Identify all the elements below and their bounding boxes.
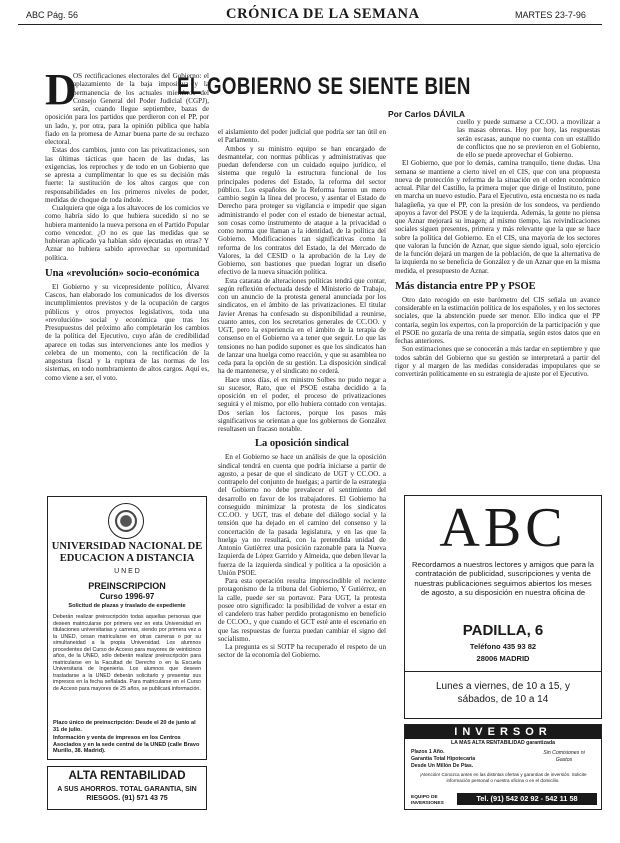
paragraph: Hace unos días, el ex ministro Solbes no pudo negar a su sucesor, Rato, que el PSOE estaba decidido a la oposición en el poder, el proceso de privatizaciones seguirá y el mismo, por ello hubiera contado con ventajas. Dos serían los factores, porque los pasos más significativos se orientan a que los gobiernos de González resultasen un fracaso notable. <box>218 375 386 433</box>
alta-rentabilidad-advert[interactable] <box>47 766 207 810</box>
inversor-subtitle: LA MAS ALTA RENTABILIDAD garantizada <box>450 740 556 746</box>
paragraph: Cualquiera que oiga a los altavoces de los comicios ve como habría sido lo que hubiera sucedido si no se hubiera mantenido la nueva persona en el Partido Popular como vencedor. ¿O no es que las medidas que se hubieran aplicado ya habían sido ejecutadas en otras? Y Aznar no hubiera sabido aprovechar su oportunidad política. <box>45 204 209 262</box>
paragraph: Ambos y su ministro equipo se han encargado de desmantelar, con normas públicas y administrativas que puedan defenderse con un cuidado equipo jurídico, el sistema que reguló la estructura funcional de los principales poderes del Estado, la reforma del sector público. Los españoles de la Reforma fueron un mero cambio según la línea del proceso, y asentar el Estado de Derecho para proteger su vigilancia e impedir que sigan administrando el poder con el estado de bienestar actual, son cosas como instrumento de ataque a la privacidad o como norma que llaman a la identidad, de la política del Gobierno. Modificaciones tan significativas como la reforma de los contratos del Estado, la del Mercado de Valores, la del CESID o la aprobación de la Ley de Gobierno, son bastiones que puedan lograr un diseño efectivo de la nueva situación política. <box>218 144 386 277</box>
abc-notice: Recordamos a nuestros lectores y amigos que para la contratación de publicidad, suscripciones y venta de nuestras publicaciones seguimos abiertos los meses de agosto, a su disposición en nuestra oficina de <box>412 560 594 597</box>
byline: Por Carlos DÁVILA <box>388 109 465 119</box>
inversor-title: INVERSOR <box>405 725 601 739</box>
uned-acronym: U N E D <box>114 568 140 575</box>
abc-advert[interactable] <box>404 495 602 719</box>
inversor-row: Desde Un Millón De Ptas. <box>411 763 474 769</box>
paragraph: OS rectificaciones electorales del Gobierno: el aplazamiento de la baja impositiva y la permanencia de los actuales miembros del Consejo General del Poder Judicial (CGPJ), serán, cuando llegue septiembre, bazas de oposición para los partidos que perdieron con el PP, por un lado, y, por otra, para la opinión pública que había fiado en la promesa de Aznar buena parte de su rechazo electoral. <box>45 72 209 146</box>
uned-advert[interactable] <box>47 496 207 760</box>
paragraph: La pregunta es si SOTP ha recuperado el respeto de un sector de la economía del Gobierno. <box>218 643 386 660</box>
uned-course: Curso 1996-97 <box>99 592 155 601</box>
uned-deadline: Plazo único de preinscripción: Desde el 20 de junio al 31 de julio. <box>53 720 196 733</box>
paragraph: El Gobierno, que por lo demás, camina tranquilo, tiene dudas. Una semana se mantiene a cierto nivel en el CIS, que con una propuesta nueva de protección y reforma de la situación en el orden económico actual. Pilar del Castillo, la primera mujer que dirige el Instituto, pone en marcha un nuevo estudio. Para el Ejecutivo, esta encuesta no es nada halagüeña, ya que el PP, con la presión de los sondeos, va perdiendo apoyos a favor del PSOE y de la izquierda. Además, la gente no piensa que Aznar mejorará su imagen; al mismo tiempo, las reivindicaciones sociales siguen presentes, primera y más relevante que la que se hace sobre la política del Gobierno. En el CIS, una mayoría de los sectores que valoran la función de Aznar, que sigue siendo igual, solo ejercicio de la función dejará un margen de la población, de que la alternativa de la izquierda no se beneficia de González y de un Aznar que en la misma medida, el presupuesto de Aznar. <box>395 159 600 275</box>
inversor-note: ¡Atención! Conozca antes en las distintas ofertas y garantías de inversión. Solicite información personal o nuestra oficina o en el domicilio. <box>419 772 587 783</box>
drop-cap: D <box>45 65 77 114</box>
alta-title: ALTA RENTABILIDAD <box>68 770 186 782</box>
paragraph: el aislamiento del poder judicial que podría ser tan útil en el Parlamento. <box>218 128 386 145</box>
inversor-row: Garantía Total Hipotecaria <box>411 756 476 762</box>
paragraph: El Gobierno y su vicepresidente político, Álvarez Cascos, han elaborado los comunicados de los diversos incumplimientos previstos y de la ocupación de cargos públicos y otros proyectos legislativos, toda una «revolución» social y económica que tras los Presupuestos del próximo año completarán los cambios de la política del Ejecutivo, cuyo afán de credibilidad aparece en todas sus intervenciones ante los medios y celebra de un momento, con la rectificación de la angostura fiscal y la ruptura de las normas de los sistemas, en todo nombramiento de altos cargos. Aquí es, como viene a ser, el voto. <box>45 282 209 382</box>
abc-street: PADILLA, 6 <box>462 622 544 639</box>
page-header <box>18 4 602 25</box>
paragraph: Para esta operación resulta imprescindible el reciente protagonismo de la tribuna del Gobierno, Y Gutiérrez, en la calle, puede ser su portavoz. Para UGT, la protesta posee otro significado: la posibilidad de volver a estar en el candelero tras haber perdido protagonismo en beneficio de CC.OO., y que cuando el GCT esté ante el escenario en que las respuestas de fuerza puedan cambiar el signo del socialismo. <box>218 577 386 643</box>
abc-logo: ABC <box>439 497 567 559</box>
alta-text: A SUS AHORROS. TOTAL GARANTIA, SIN RIESGOS. (91) 571 43 75 <box>57 786 197 802</box>
inversor-row: Plazos 1 Año. <box>411 749 445 755</box>
uned-request: Solicitud de plazas y traslado de expediente <box>68 603 186 609</box>
article-column-2 <box>218 128 386 840</box>
article-column-3 <box>395 72 600 494</box>
subheading: Una «revolución» socio-económica <box>45 267 200 279</box>
paragraph: Estas dos cambios, junto con las privatizaciones, son las últimas tácticas que hacen de las dudas, las exigencias, los reproches y de todo en un Gobierno que se apresta a cumplimentar lo que es su decisión más fuerte: la sustitución de los altos cargos que con responsabilidades en los primeros niveles de poder, medidas de choque de toda índole. <box>45 146 209 204</box>
inversor-right: Sin Comisiones ni Gastos <box>543 750 585 763</box>
uned-preinscription: PREINSCRIPCION <box>88 581 166 591</box>
page-number: ABC Pág. 56 <box>26 10 79 20</box>
subheading: La oposición sindical <box>255 438 349 450</box>
article-column-1 <box>45 65 209 474</box>
abc-city: 28006 MADRID <box>476 654 530 663</box>
abc-hours: Lunes a viernes, de 10 a 15, y sábados, de 10 a 14 <box>436 681 570 705</box>
uned-info: Información y venta de impresos en los Centros Asociados y en la sede central de la UNED (calle Bravo Murillo, 38. Madrid). <box>53 735 200 755</box>
paragraph: cuello y puede sumarse a CC.OO. a movilizar a las masas obreras. Hoy por hoy, las respuestas serán escasas, aunque no cuenta con un estallido de conflictos que no se previeron en el Gobierno, de ello se puede aprovechar el Gobierno. <box>457 118 600 159</box>
issue-date: MARTES 23-7-96 <box>515 10 586 20</box>
inversor-phone[interactable]: Tel. (91) 542 02 92 - 542 11 58 <box>457 793 597 805</box>
section-title: CRÓNICA DE LA SEMANA <box>226 6 420 22</box>
abc-divider <box>405 671 601 672</box>
headline: EL GOBIERNO SE SIENTE BIEN <box>177 73 471 100</box>
inversor-advert[interactable] <box>404 724 602 810</box>
uned-body: Deberán realizar preinscripción todas aquellas personas que deseen matricularse por primera vez en esta Universidad en titulaciones universitarias y carreras, siendo por primera vez a la UNED, cesan matricularse en otras carreras o por su simultaneidad a la propia Universidad. Los alumnos procedentes del Curso de Acceso para mayores de veinticinco años, de la UNED, sólo deberán realizar preinscripción para matricularse en la Facultad de Derecho o en la Escuela Universitaria de Ingeniería. Los alumnos que deseen trasladarse a la UNED deberán solicitarlo y presentar sus impresos en la fecha señalada. Para matricularse en el Curso de Acceso para mayores de 25 años, se publicará información. <box>53 614 201 692</box>
inversor-team: EQUIPO DE INVERSIONES <box>411 795 444 806</box>
uned-title: UNIVERSIDAD NACIONAL DE EDUCACION A DISTANCIA <box>51 541 203 564</box>
paragraph: Esta catarata de alteraciones políticas tendrá que contar, según reflexión efectuada desde el Ministerio de Trabajo, con un anuncio de la protesta general anunciada por los sindicatos, en el ámbito de las privatizaciones. El titular Javier Arenas ha confesado su disponibilidad a reunirse, cuanto antes, con los secretarios generales de CC.OO. y UGT, pero la experiencia en el ámbito de la terapia de consenso en el Gobierno va a tener que seguir. Lo que las tensiones no han podido suponer es que los sindicatos han de lanzar una huelga como reacción, y que su asamblea no ceda para la opción de su gestión. La disposición sindical ha de mantenerse, y el sindicato no cederá. <box>218 276 386 376</box>
paragraph: Son estimaciones que se conocerán a más tardar en septiembre y que todos sabrán del Gobierno que su gestión se interpretará a partir del rigor y al margen de las medidas consideradas impopulares que se convertirán políticamente en su estrategia de ajuste por el Ejecutivo. <box>395 345 600 378</box>
paragraph: Otro dato recogido en este barómetro del CIS señala un avance considerable en la estimación política de los españoles, y en los sectores sociales, que la abstención puede ser menor. Ello indica que el PP contaría, según los expertos, con la proporción de la participación y que el PSOE no gozaría de una renta de simpatía, según estos datos que en fechas anteriores. <box>395 295 600 345</box>
uned-seal-icon <box>108 503 144 539</box>
subheading: Más distancia entre PP y PSOE <box>395 280 536 292</box>
abc-phone: Teléfono 435 93 82 <box>469 642 537 651</box>
paragraph: En el Gobierno se hace un análisis de que la oposición sindical tendrá en cuenta que podría iniciarse a partir de agosto, a pesar de que el sindicato de UGT y CC.OO. a contrapelo del conjunto de huelgas; a partir de la estrategia del Gobierno no debe prevalecer el sentimiento del desarrollo en favor de los trabajadores. El Gobierno ha conseguido minimizar la protesta de los sindicatos CC.OO. y UGT, tras el debate del diálogo social y la tensión que ha dejado en el camino del consenso y la concertación de la pasada legislatura, y en las que la huelga ya no resultará, con la pretendida unidad de Antonio Gutiérrez una posición razonable para la Nueva Izquierda de López Garrido y Almeida, que deben llevar la fuerza de la izquierda sindical y política a la oposición a Unión PSOE. <box>218 453 386 577</box>
